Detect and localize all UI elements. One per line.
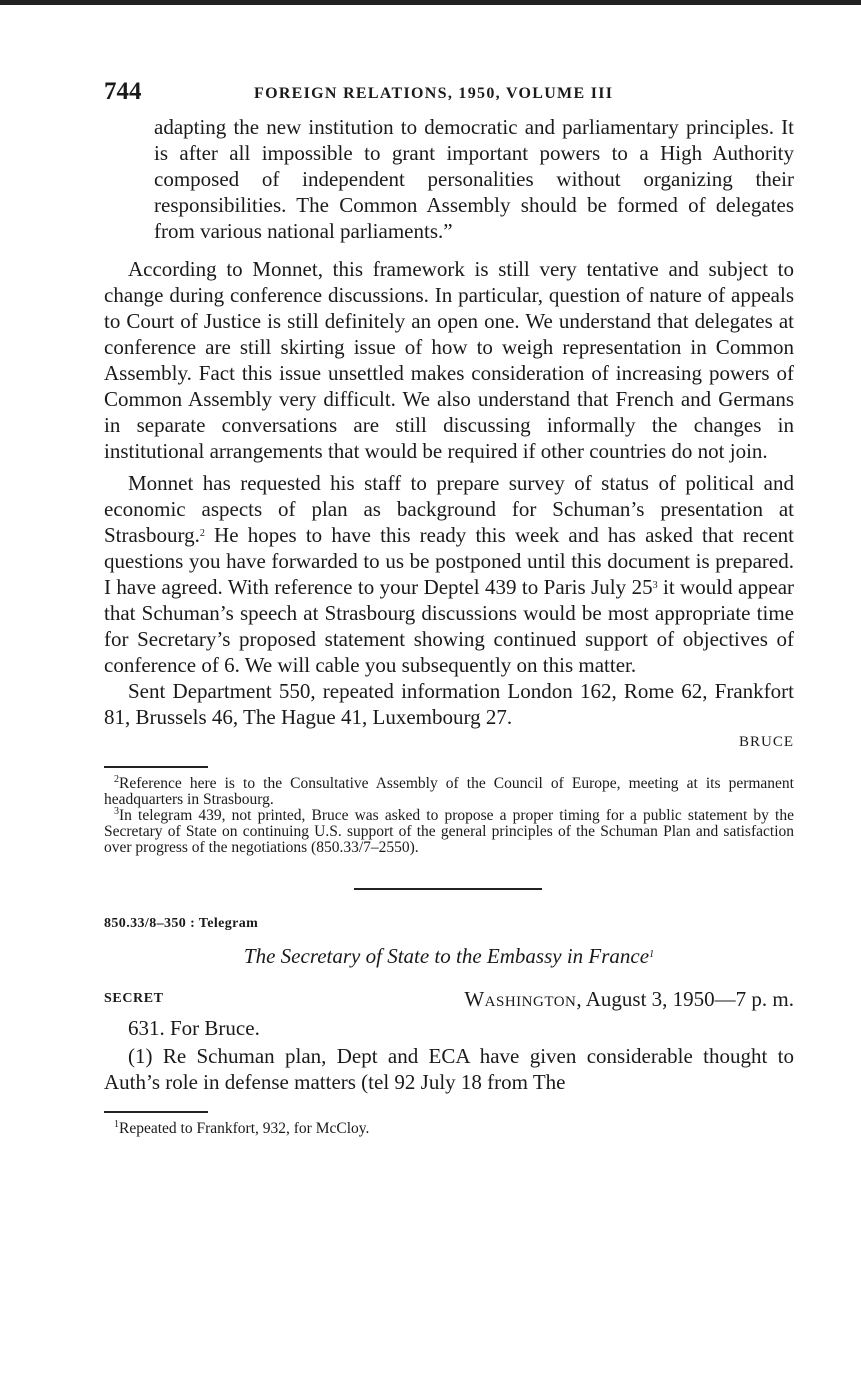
place-date: [464, 987, 794, 1012]
footnote-mark: 2: [114, 774, 119, 785]
paragraph-2-part-a: Monnet has requested his staff to prepare survey of status of political and economic aspects of plan as background for Schuman’s presentation at Strasbourg.: [104, 471, 794, 547]
running-title: FOREIGN RELATIONS, 1950, VOLUME III: [254, 85, 614, 102]
footnote-text: In telegram 439, not printed, Bruce was asked to propose a proper timing for a public statement by the Secretary of State on continuing U.S. support of the general principles of the Schuman Plan and satisfaction over progress of the negotiations (850.33/7–2550).: [104, 807, 794, 856]
paragraph-distribution: Sent Department 550, repeated information London 162, Rome 62, Frankfort 81, Brussels 46, The Hague 41, Luxembourg 27.: [104, 679, 794, 729]
footnotes-section-2: [104, 1121, 794, 1137]
footnotes-section-1: [104, 776, 794, 856]
paragraph-monnet-framework: According to Monnet, this framework is still very tentative and subject to change during conference discussions. In particular, question of nature of appeals to Court of Justice is still definitely an open one. We understand that delegates at conference are still skirting issue of how to weigh representation in Common Assembly. Fact this issue unsettled makes consideration of increasing powers of Common Assembly very difficult. We also understand that French and Germans in separate conversations are still discussing informally the changes in institutional arrangements that would be required if other countries do not join.: [104, 257, 794, 463]
footnote-3: [104, 808, 794, 856]
footnote-2: [104, 776, 794, 808]
file-reference: 850.33/8–350 : Telegram: [104, 916, 259, 931]
footnote-ref-3: 3: [652, 580, 658, 591]
page: [104, 74, 794, 1137]
classification: SECRET: [104, 991, 164, 1006]
footnote-mark: 1: [114, 1119, 119, 1130]
document-title-text: The Secretary of State to the Embassy in France: [243, 944, 650, 968]
section-divider: [354, 888, 542, 890]
page-number: 744: [104, 78, 142, 105]
footnote-text: Reference here is to the Consultative Assembly of the Council of Europe, meeting at its permanent headquarters in Strasbourg.: [104, 775, 794, 808]
footnote-text: Repeated to Frankfort, 932, for McCloy.: [119, 1120, 370, 1137]
footnote-mark: 3: [114, 806, 119, 817]
telegram-line-1: 631. For Bruce.: [128, 1016, 260, 1040]
dateline: [104, 987, 794, 1013]
block-quote: adapting the new institution to democratic and parliamentary principles. It is after all impossible to grant important powers to a High Authority composed of independent personalities without organizing their responsibilities. The Common Assembly should be formed of delegates from various national parliaments.”: [154, 115, 794, 243]
paragraph-monnet-staff: [104, 470, 794, 678]
page-header: [104, 74, 794, 114]
telegram-line-2: (1) Re Schuman plan, Dept and ECA have given considerable thought to Auth’s role in defense matters (tel 92 July 18 from The: [104, 1044, 794, 1094]
date: , August 3, 1950—7 p. m.: [576, 987, 794, 1011]
document-title: [104, 944, 794, 969]
paragraph-2-part-c: it would appear that Schuman’s speech at Strasbourg discussions would be most appropriate time for Secretary’s proposed statement showing continued support of objectives of conference of 6. We will cable you subsequently on this matter.: [104, 575, 795, 677]
footnote-ref-1: 1: [649, 949, 655, 960]
paragraph-2-part-b: He hopes to have this ready this week and has asked that recent questions you have forwarded to us be postponed until this document is prepared. I have agreed. With reference to your Deptel 439 to Paris July 25: [104, 523, 794, 599]
footnote-1: [104, 1121, 794, 1137]
place: Washington: [464, 987, 577, 1011]
footnote-rule: [104, 766, 208, 768]
footnote-ref-2: 2: [199, 528, 205, 539]
page-top-border: [0, 0, 861, 5]
footnote-rule-2: [104, 1111, 208, 1113]
signature: BRUCE: [738, 734, 794, 750]
